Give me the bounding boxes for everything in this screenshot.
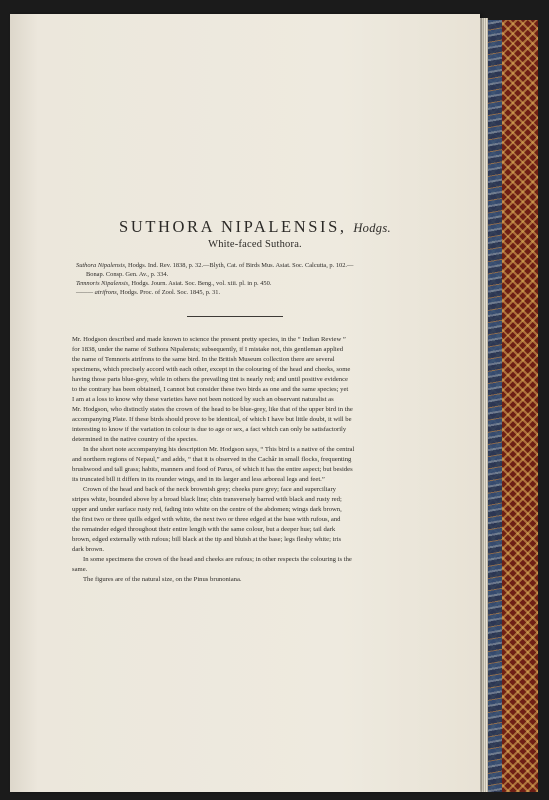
text-line: stripes white, bounded above by a broad black line; chin transversely barred with black and rusty red; [72, 496, 342, 503]
text-line: Crown of the head and back of the neck brownish grey; cheeks pure grey; face and superciliary [83, 486, 336, 493]
text-line: Mr. Hodgson, who distinctly states the crown of the head to be blue-grey, like that of the upper bird in the [72, 406, 353, 413]
text-line: same. [72, 566, 88, 573]
paragraph [72, 335, 438, 445]
text-line: I am at a loss to know why these varieties have not been noticed by such an observant naturalist as [72, 396, 334, 403]
text-line: to the contrary has been obtained, I cannot but consider these two birds as one and the same species; yet [72, 386, 349, 393]
synonym-line: ——— atrifrons, Hodgs. Proc. of Zool. Soc. 1845, p. 31. [76, 289, 221, 296]
text-line: and northern regions of Nepaul,” and adds, “ that it is observed in the Cachâr in small flocks, frequenting [72, 456, 352, 463]
body-text [72, 335, 438, 585]
text-line: interesting to know if the variation in colour is due to age or sex, a fact which can only be satisfactorily [72, 426, 347, 433]
synonym-line: Temnoris Nipalensis, Hodgs. Journ. Asiat. Soc. Beng., vol. xiii. pl. in p. 450. [76, 280, 272, 287]
text-line: In some specimens the crown of the head and cheeks are rufous; in other respects the colouring is the [83, 556, 352, 563]
synonym-line: Suthora Nipalensis, Hodgs. Ind. Rev. 1838, p. 32.—Blyth, Cat. of Birds Mus. Asiat. Soc. Calcutta, p. 102.— [76, 262, 354, 269]
species-name: SUTHORA NIPALENSIS, [119, 217, 347, 236]
species-author: Hodgs. [353, 221, 391, 235]
text-line: specimens, which precisely accord with each other, except in the colouring of the head and cheeks, some [72, 366, 351, 373]
text-line: brown, edged externally with rufous; bill black at the tip and bluish at the base; legs fleshy white; iris [72, 536, 342, 543]
text-line: brushwood and tall grass; habits, manners and food of Parus, of which it has the entire aspect; but besides [72, 466, 353, 473]
text-line: The figures are of the natural size, on the Pinus brunoniana. [83, 576, 242, 583]
paragraph [72, 445, 438, 485]
paragraph [72, 575, 438, 585]
plate-title [72, 217, 438, 237]
paragraph [72, 485, 438, 555]
text-line: Mr. Hodgson described and made known to science the present pretty species, in the “ Indian Review ” [72, 336, 346, 343]
text-line: the name of Temnoris atrifrons to the same bird. In the British Museum collection there are several [72, 356, 335, 363]
book-page [10, 14, 480, 792]
divider-rule [187, 316, 283, 317]
paragraph [72, 555, 438, 575]
text-line: for 1838, under the name of Suthora Nipalensis; subsequently, if I mistake not, this gentleman applied [72, 346, 344, 353]
text-line: dark brown. [72, 546, 105, 553]
text-line: the remainder edged throughout their entire length with the same colour, but a deeper hue; tail dark [72, 526, 336, 533]
text-line: In the short note accompanying his description Mr. Hodgson says, “ This bird is a native of the central [83, 446, 355, 453]
text-line: having those parts blue-grey, while in others the prevailing tint is nearly red; and until positive evidence [72, 376, 349, 383]
synonym-line: Bonap. Consp. Gen. Av., p. 334. [86, 271, 169, 278]
text-line: accompanying Plate. If these birds should prove to be identical, of which I have but little doubt, it will be [72, 416, 352, 423]
common-name: White-faced Suthora. [208, 239, 302, 250]
text-line: upper and under surface rusty red, fading into white on the centre of the abdomen; wings dark brown, [72, 506, 342, 513]
text-line: determined in the native country of the species. [72, 436, 198, 443]
text-line: the first two or three quills edged with white, the next two or three edged at the base with rufous, and [72, 516, 341, 523]
text-line: its truncated bill it differs in its rounder wings, and in its larger and less arboreal legs and feet.” [72, 476, 325, 483]
